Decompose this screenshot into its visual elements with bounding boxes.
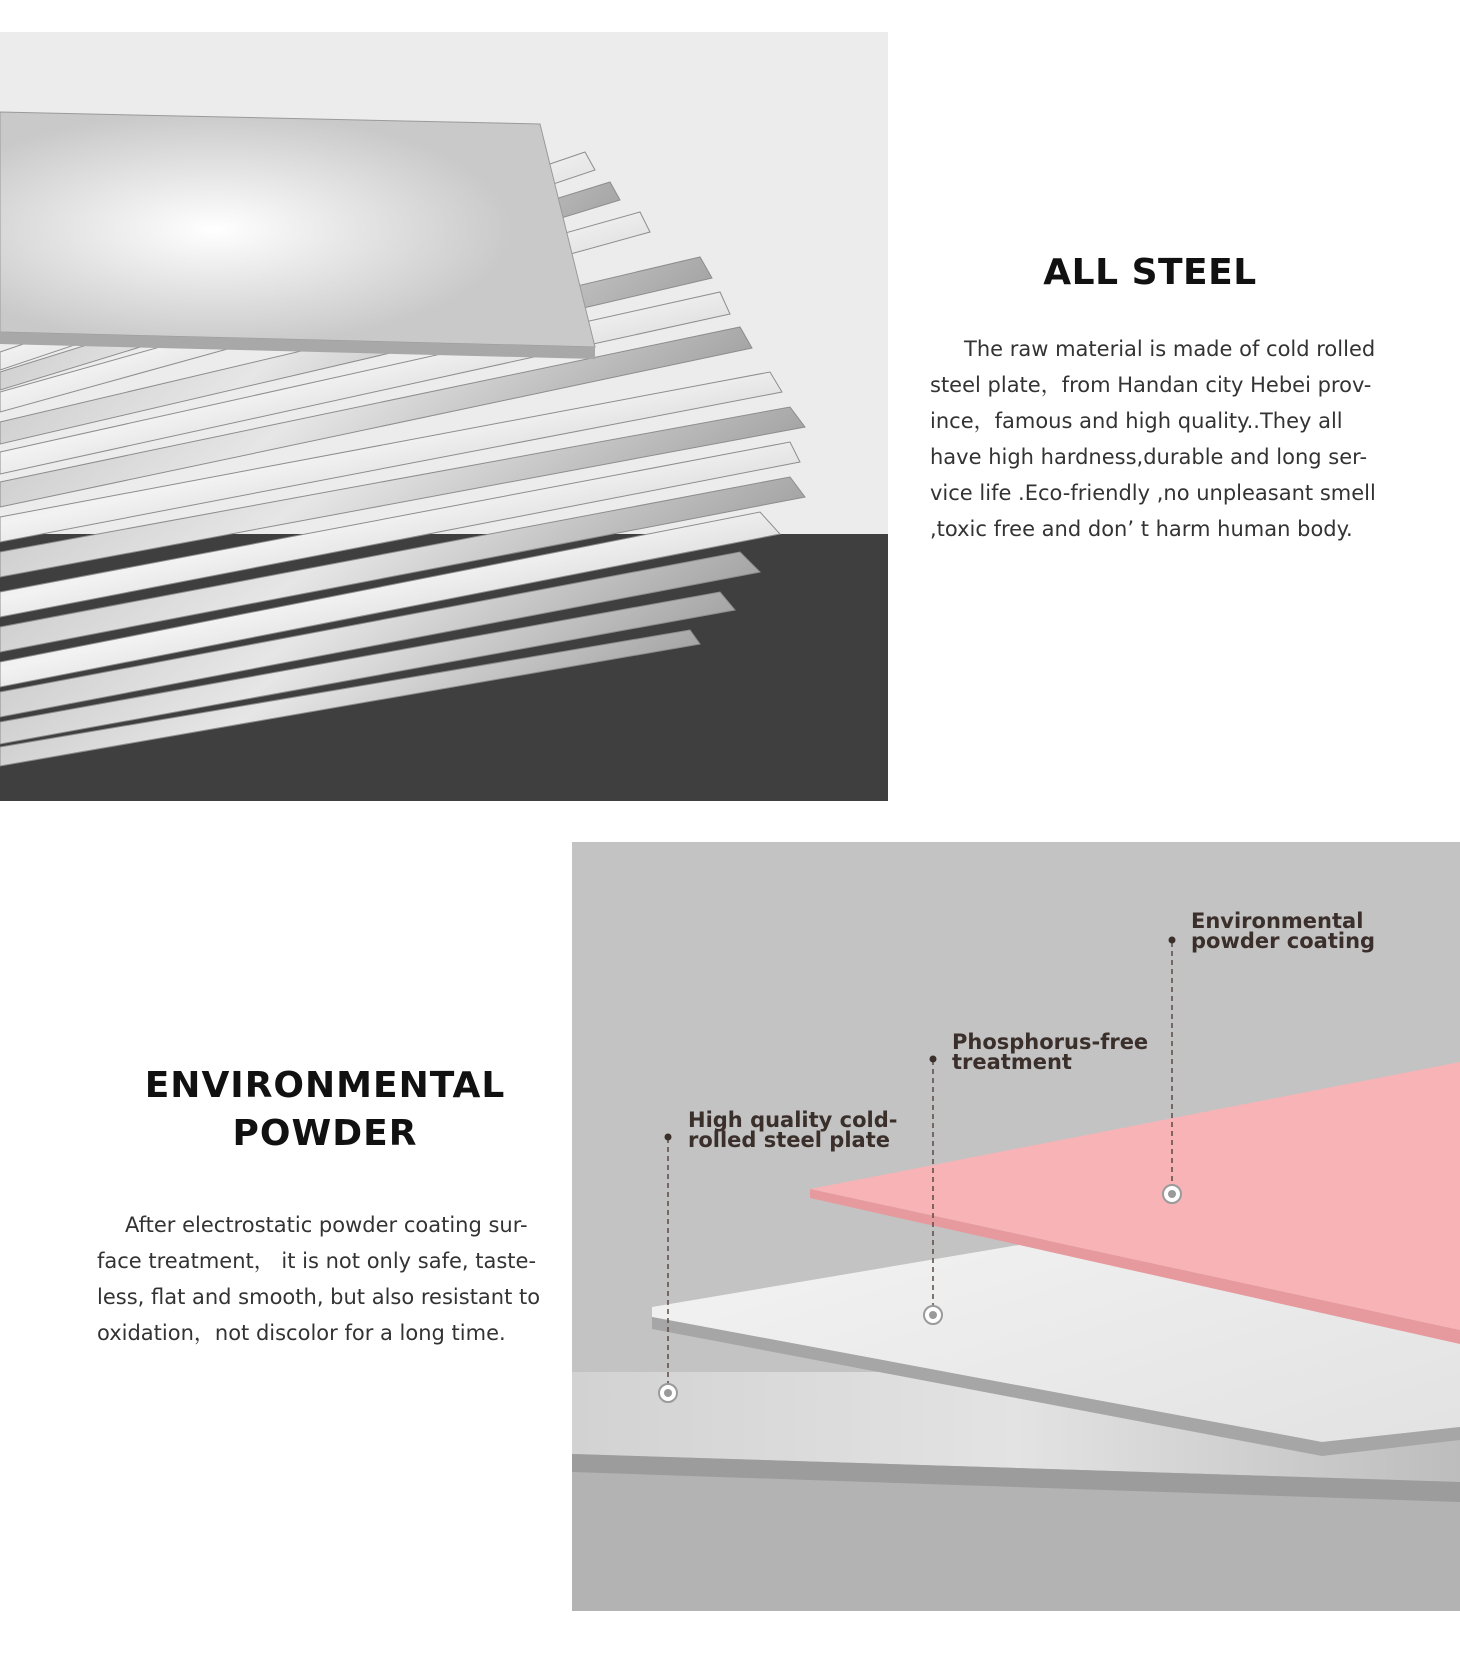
description-line: After electrostatic powder coating sur- xyxy=(125,1213,528,1237)
environmental-powder-title xyxy=(90,1062,560,1158)
description-line: ,toxic free and don’ t harm human body. xyxy=(930,517,1353,541)
environmental-powder-description xyxy=(97,1207,567,1351)
callout-label: treatment xyxy=(952,1050,1072,1074)
description-line: The raw material is made of cold rolled xyxy=(964,337,1376,361)
description-line: steel plate，from Handan city Hebei prov- xyxy=(930,373,1372,397)
description-line: vice life .Eco-friendly ,no unpleasant smell xyxy=(930,481,1376,505)
callout-label: powder coating xyxy=(1191,929,1376,953)
coating-layers-illustration xyxy=(572,842,1460,1611)
callout-label: rolled steel plate xyxy=(688,1128,890,1152)
steel-sheets-illustration xyxy=(0,32,888,801)
callout-label: High quality cold- xyxy=(688,1108,898,1132)
steel-sheets-image xyxy=(0,32,888,801)
description-line: oxidation，not discolor for a long time. xyxy=(97,1321,506,1345)
description-line: less, flat and smooth, but also resistant to xyxy=(97,1285,541,1309)
description-line: ince，famous and high quality..They all xyxy=(930,409,1343,433)
description-line: face treatment， it is not only safe, taste- xyxy=(97,1249,537,1273)
title-line: ENVIRONMENTAL xyxy=(144,1065,506,1106)
callout-label: Phosphorus-free xyxy=(952,1030,1149,1054)
all-steel-title: ALL STEEL xyxy=(1043,252,1257,293)
title-line: POWDER xyxy=(232,1113,418,1154)
callout-label: Environmental xyxy=(1191,909,1364,933)
coating-layers-image xyxy=(572,842,1460,1611)
description-line: have high hardness,durable and long ser- xyxy=(930,445,1368,469)
all-steel-description xyxy=(930,331,1376,547)
